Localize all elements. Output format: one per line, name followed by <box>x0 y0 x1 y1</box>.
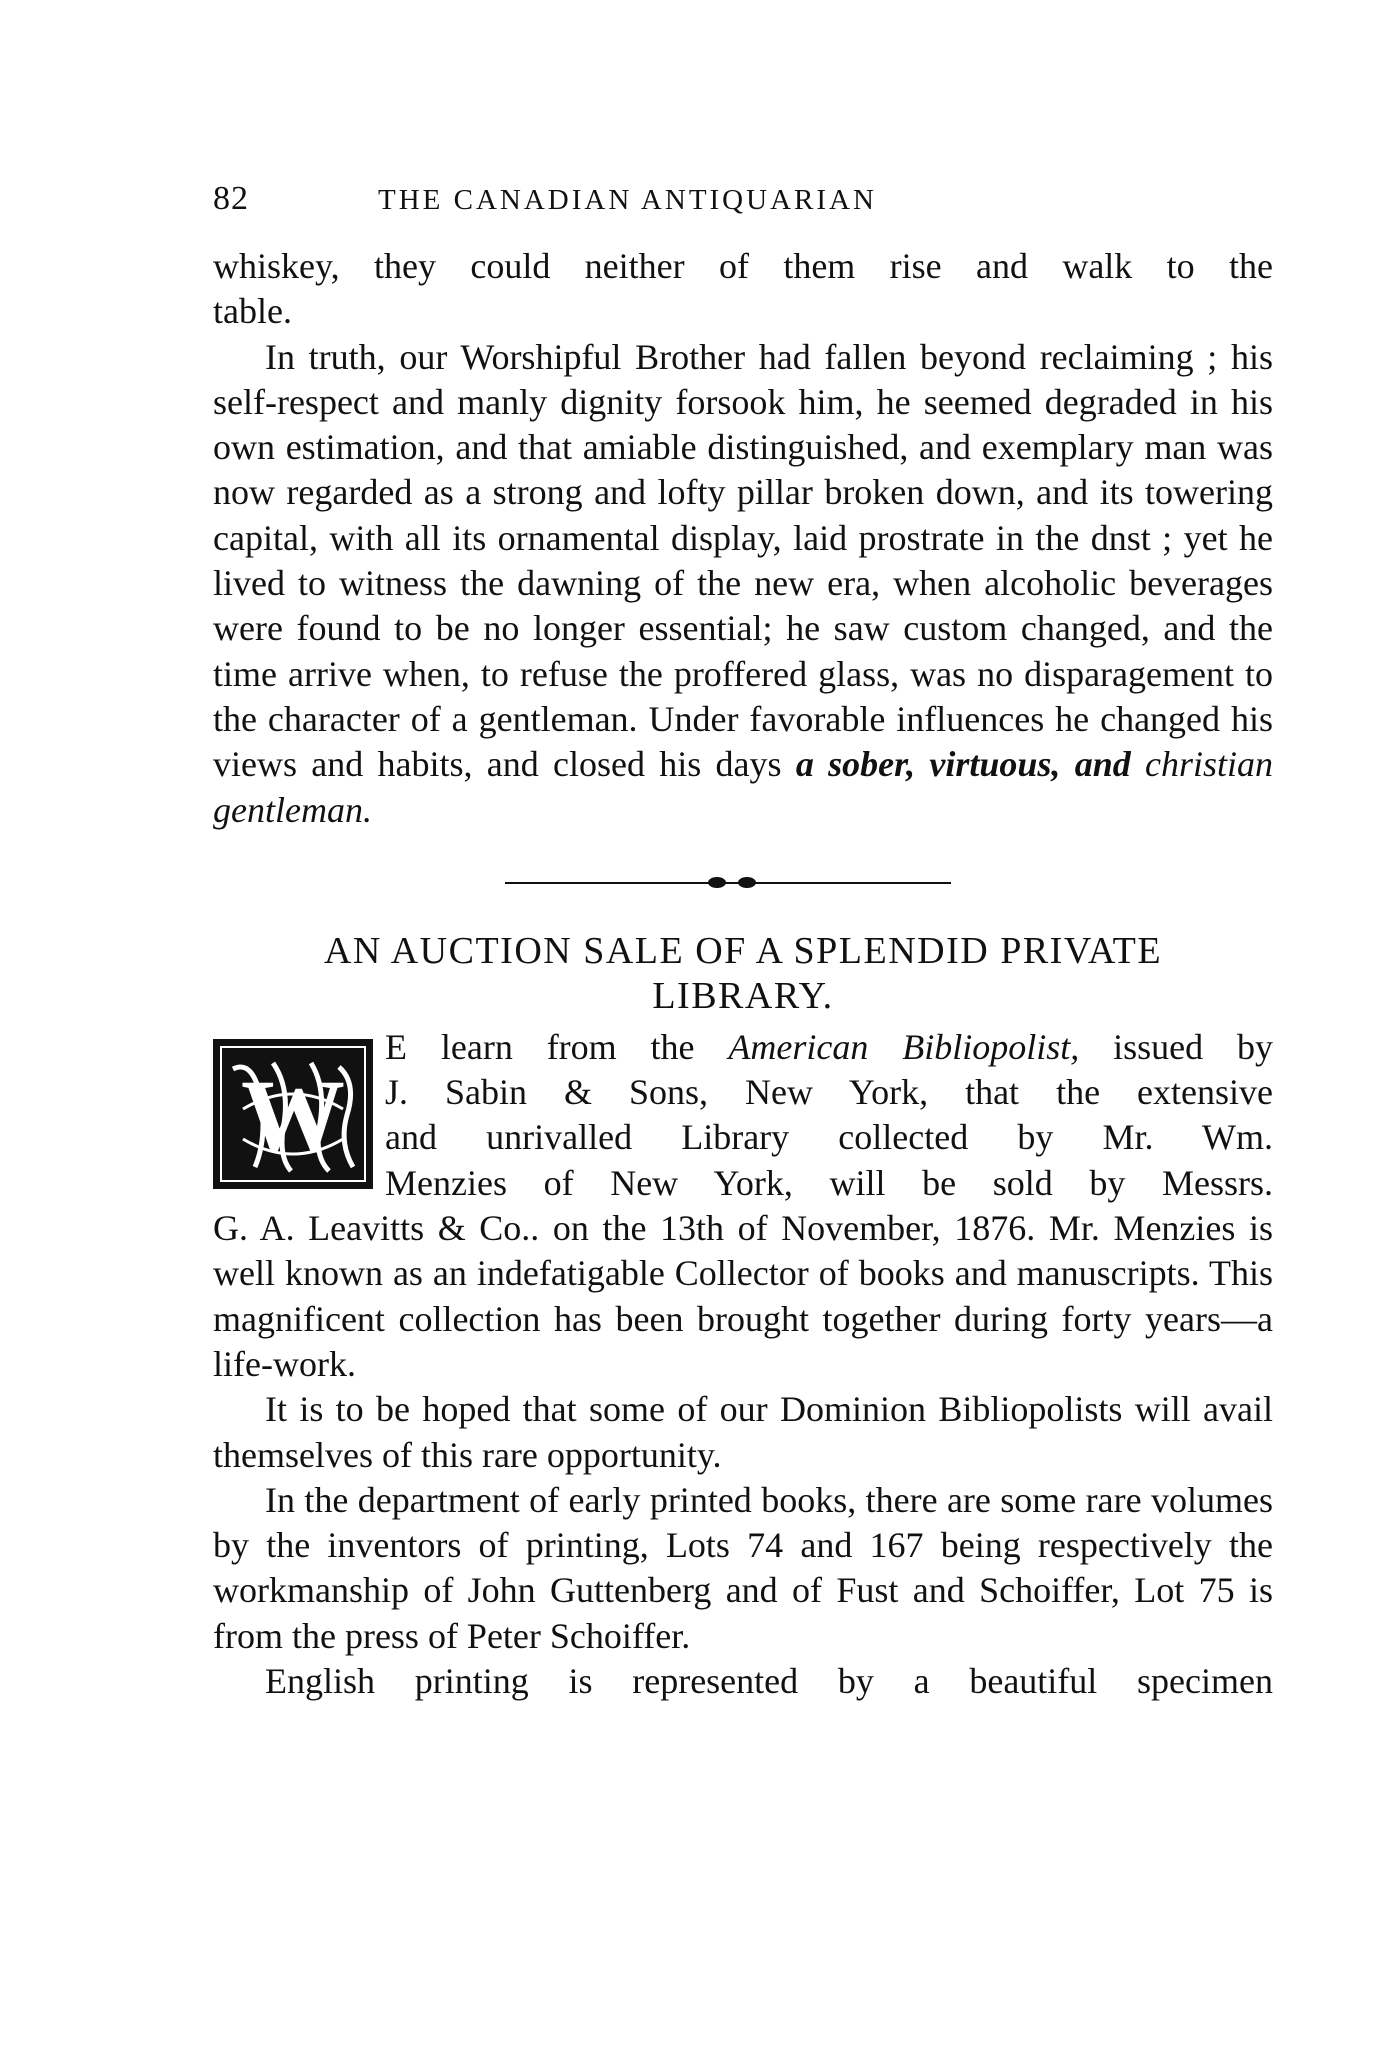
divider-ornament <box>738 877 756 888</box>
continued-text <box>213 244 1273 833</box>
decorated-initial-w-icon <box>213 1039 373 1189</box>
paragraph-early-printed-books: In the department of early printed books, there are some rare volumes by the inventors of printing, Lots 74 and 167 being respectively the workmanship of John Guttenberg and of Fust and Schoiffer, Lot 75 is from the press of Peter Schoiffer. <box>213 1479 1273 1656</box>
decorated-initial <box>213 1039 385 1199</box>
book-page <box>213 180 1273 1704</box>
paragraph-dominion-bibliopolists: It is to be hoped that some of our Dominion Bibliopolists will avail themselves of this rare opportunity. <box>213 1389 1273 1475</box>
article-title <box>213 929 1273 1019</box>
dropcap-line-text: E learn from the <box>385 1026 695 1067</box>
running-head <box>213 180 1273 232</box>
paragraph-english-printing: English printing is represented by a beautiful specimen <box>265 1661 1273 1702</box>
dropcap-line: J. Sabin & Sons, New York, that the extensive <box>385 1072 1273 1113</box>
paragraph-text: In truth, our Worshipful Brother had fallen beyond reclaiming ; his self-respect and manly dignity forsook him, he seemed degraded in his own estimation, and that amiable distinguished, and exemplary man was now regarded as a strong and lofty pillar broken down, and its towering capital, with all its ornamental display, laid prostrate in the dnst ; yet he lived to witness the dawning of the new era, when alcoholic beverages were found to be no longer essential; he saw custom changed, and the time arrive when, to refuse the proffered glass, was no disparagement to the character of a gentleman. Under favorable influences he changed his views and habits, and closed his days <box>213 336 1273 785</box>
continued-line-end: table. <box>213 291 292 332</box>
dropcap-line: and unrivalled Library collected by Mr. Wm. <box>385 1117 1273 1158</box>
divider-rule <box>505 882 951 884</box>
continued-line-text: whiskey, they could neither of them rise and walk to the <box>213 246 1273 286</box>
section-divider <box>213 867 1273 897</box>
dropcap-line <box>385 1025 1273 1070</box>
dropcap-lines <box>385 1025 1273 1206</box>
dropcap-line: Menzies of New York, will be sold by Messrs. <box>385 1162 1273 1203</box>
article-title-line: AN AUCTION SALE OF A SPLENDID PRIVATE <box>323 929 1163 972</box>
dropcap-line-text-end: issued by <box>1113 1026 1273 1067</box>
emphasis-text-end: christian gentleman. <box>213 744 1274 830</box>
article-body <box>213 1206 1273 1704</box>
article-title-line: LIBRARY. <box>652 974 834 1017</box>
opening-paragraph-block <box>213 1025 1273 1206</box>
journal-title: THE CANADIAN ANTIQUARIAN <box>378 184 877 216</box>
journal-name: American Bibliopolist, <box>728 1026 1080 1067</box>
dropcap-letter: W <box>241 1058 345 1174</box>
emphasis-text: a sober, virtuous, and <box>795 744 1131 785</box>
page-number: 82 <box>213 180 249 217</box>
paragraph-worshipful-brother <box>213 335 1273 833</box>
divider-ornament <box>708 877 726 888</box>
paragraph-collector: G. A. Leavitts & Co.. on the 13th of November, 1876. Mr. Menzies is well known as an indefatigable Collector of books and manuscripts. This magnificent collection has been brought together during forty years—a life-work. <box>213 1208 1273 1384</box>
continued-line <box>213 244 1273 289</box>
